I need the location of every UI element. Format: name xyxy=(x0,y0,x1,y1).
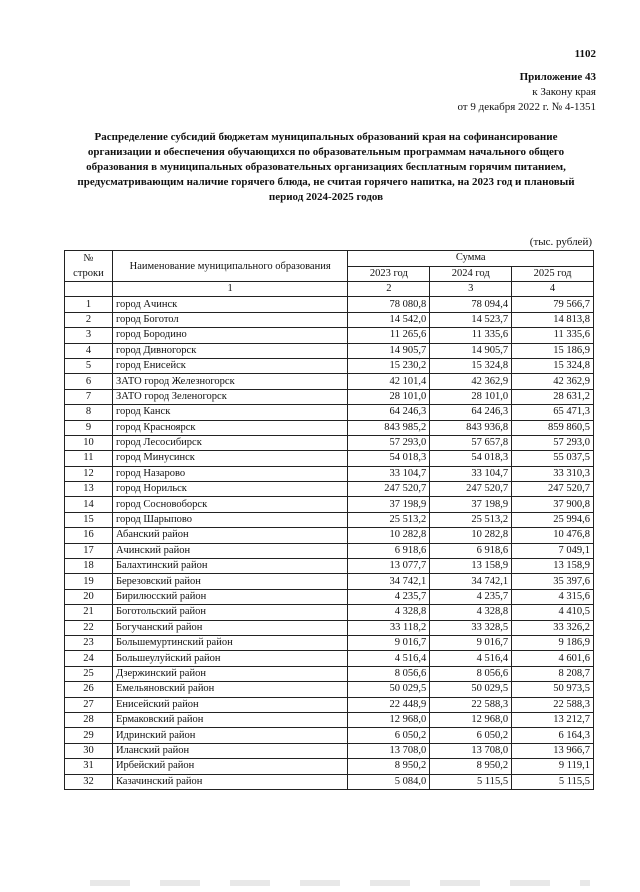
table-row xyxy=(65,466,594,481)
municipality-cell: город Шарыпово xyxy=(112,512,347,527)
row-number-cell: 27 xyxy=(65,697,113,712)
amount-2023-cell: 8 056,6 xyxy=(348,666,430,681)
amount-2025-cell: 9 119,1 xyxy=(512,759,594,774)
table-row xyxy=(65,374,594,389)
row-number-cell: 24 xyxy=(65,651,113,666)
amount-2024-cell: 247 520,7 xyxy=(430,482,512,497)
table-row xyxy=(65,420,594,435)
header-year-2024: 2024 год xyxy=(430,266,512,282)
municipality-cell: Иланский район xyxy=(112,743,347,758)
amount-2025-cell: 7 049,1 xyxy=(512,543,594,558)
appendix-law-date: от 9 декабря 2022 г. № 4-1351 xyxy=(457,101,596,113)
table-row xyxy=(65,297,594,312)
amount-2025-cell: 33 310,3 xyxy=(512,466,594,481)
amount-2025-cell: 15 324,8 xyxy=(512,358,594,373)
row-number-cell: 3 xyxy=(65,328,113,343)
municipality-cell: Ирбейский район xyxy=(112,759,347,774)
amount-2024-cell: 11 335,6 xyxy=(430,328,512,343)
amount-2023-cell: 15 230,2 xyxy=(348,358,430,373)
table-row xyxy=(65,312,594,327)
amount-2023-cell: 78 080,8 xyxy=(348,297,430,312)
column-number: 1 xyxy=(112,282,347,297)
table-row xyxy=(65,666,594,681)
amount-2025-cell: 14 813,8 xyxy=(512,312,594,327)
municipality-cell: ЗАТО город Железногорск xyxy=(112,374,347,389)
municipality-cell: город Назарово xyxy=(112,466,347,481)
municipality-cell: Большемуртинский район xyxy=(112,635,347,650)
appendix-block xyxy=(336,70,596,115)
amount-2025-cell: 22 588,3 xyxy=(512,697,594,712)
amount-2025-cell: 28 631,2 xyxy=(512,389,594,404)
amount-2023-cell: 22 448,9 xyxy=(348,697,430,712)
row-number-cell: 25 xyxy=(65,666,113,681)
amount-2024-cell: 6 918,6 xyxy=(430,543,512,558)
municipality-cell: Балахтинский район xyxy=(112,559,347,574)
column-number: 4 xyxy=(512,282,594,297)
table-body xyxy=(65,297,594,790)
amount-2023-cell: 4 235,7 xyxy=(348,589,430,604)
amount-2024-cell: 10 282,8 xyxy=(430,528,512,543)
table-row xyxy=(65,451,594,466)
amount-2023-cell: 14 905,7 xyxy=(348,343,430,358)
amount-2024-cell: 13 158,9 xyxy=(430,559,512,574)
table-row xyxy=(65,620,594,635)
row-number-cell: 8 xyxy=(65,405,113,420)
municipality-cell: Ермаковский район xyxy=(112,712,347,727)
amount-2024-cell: 37 198,9 xyxy=(430,497,512,512)
header-sum: Сумма xyxy=(348,251,594,267)
amount-2025-cell: 859 860,5 xyxy=(512,420,594,435)
amount-2025-cell: 5 115,5 xyxy=(512,774,594,789)
appendix-title: Приложение 43 xyxy=(519,71,596,83)
amount-2024-cell: 14 905,7 xyxy=(430,343,512,358)
table-row xyxy=(65,759,594,774)
amount-2023-cell: 4 516,4 xyxy=(348,651,430,666)
amount-2025-cell: 11 335,6 xyxy=(512,328,594,343)
amount-2025-cell: 4 601,6 xyxy=(512,651,594,666)
amount-2025-cell: 79 566,7 xyxy=(512,297,594,312)
amount-2025-cell: 13 212,7 xyxy=(512,712,594,727)
amount-2023-cell: 54 018,3 xyxy=(348,451,430,466)
row-number-cell: 28 xyxy=(65,712,113,727)
amount-2024-cell: 12 968,0 xyxy=(430,712,512,727)
municipality-cell: ЗАТО город Зеленогорск xyxy=(112,389,347,404)
row-number-cell: 16 xyxy=(65,528,113,543)
amount-2025-cell: 35 397,6 xyxy=(512,574,594,589)
amount-2024-cell: 5 115,5 xyxy=(430,774,512,789)
amount-2024-cell: 42 362,9 xyxy=(430,374,512,389)
header-year-2025: 2025 год xyxy=(512,266,594,282)
row-number-cell: 21 xyxy=(65,605,113,620)
amount-2025-cell: 4 315,6 xyxy=(512,589,594,604)
amount-2023-cell: 25 513,2 xyxy=(348,512,430,527)
amount-2023-cell: 33 104,7 xyxy=(348,466,430,481)
row-number-cell: 19 xyxy=(65,574,113,589)
amount-2025-cell: 37 900,8 xyxy=(512,497,594,512)
municipality-cell: Богучанский район xyxy=(112,620,347,635)
amount-2024-cell: 6 050,2 xyxy=(430,728,512,743)
table-row xyxy=(65,574,594,589)
row-number-cell: 29 xyxy=(65,728,113,743)
row-number-cell: 20 xyxy=(65,589,113,604)
amount-2025-cell: 13 966,7 xyxy=(512,743,594,758)
row-number-cell: 17 xyxy=(65,543,113,558)
table-row xyxy=(65,512,594,527)
amount-2023-cell: 8 950,2 xyxy=(348,759,430,774)
table-row xyxy=(65,682,594,697)
municipality-cell: Абанский район xyxy=(112,528,347,543)
row-number-cell: 9 xyxy=(65,420,113,435)
amount-2024-cell: 25 513,2 xyxy=(430,512,512,527)
table-row xyxy=(65,743,594,758)
row-number-cell: 11 xyxy=(65,451,113,466)
amount-2023-cell: 50 029,5 xyxy=(348,682,430,697)
amount-2023-cell: 34 742,1 xyxy=(348,574,430,589)
municipality-cell: Большеулуйский район xyxy=(112,651,347,666)
amount-2023-cell: 37 198,9 xyxy=(348,497,430,512)
column-number: 3 xyxy=(430,282,512,297)
amount-2024-cell: 9 016,7 xyxy=(430,635,512,650)
table-row xyxy=(65,482,594,497)
amount-2025-cell: 15 186,9 xyxy=(512,343,594,358)
row-number-cell: 13 xyxy=(65,482,113,497)
amount-2024-cell: 4 328,8 xyxy=(430,605,512,620)
municipality-cell: Казачинский район xyxy=(112,774,347,789)
amount-2023-cell: 6 918,6 xyxy=(348,543,430,558)
amount-2024-cell: 14 523,7 xyxy=(430,312,512,327)
document-title: Распределение субсидий бюджетам муниципальных образований края на софинансирование организации и обеспечения обучающихся по образовательным программам начального общего образования в муниципальных образовательных организациях бесплатным горячим питанием, предусматривающим наличие горячего блюда, не считая горячего напитка, на 2023 год и плановый период 2024-2025 годов xyxy=(77,131,575,203)
amount-2025-cell: 6 164,3 xyxy=(512,728,594,743)
amount-2024-cell: 15 324,8 xyxy=(430,358,512,373)
row-number-cell: 26 xyxy=(65,682,113,697)
municipality-cell: Бирилюсский район xyxy=(112,589,347,604)
amount-2023-cell: 4 328,8 xyxy=(348,605,430,620)
row-number-cell: 12 xyxy=(65,466,113,481)
amount-2023-cell: 13 708,0 xyxy=(348,743,430,758)
amount-2024-cell: 4 516,4 xyxy=(430,651,512,666)
subsidies-table xyxy=(64,250,594,790)
table-row xyxy=(65,543,594,558)
row-number-cell: 14 xyxy=(65,497,113,512)
municipality-cell: Боготольский район xyxy=(112,605,347,620)
header-year-2023: 2023 год xyxy=(348,266,430,282)
table-row xyxy=(65,589,594,604)
municipality-cell: город Норильск xyxy=(112,482,347,497)
amount-2024-cell: 50 029,5 xyxy=(430,682,512,697)
municipality-cell: город Бородино xyxy=(112,328,347,343)
table-row xyxy=(65,528,594,543)
municipality-cell: Дзержинский район xyxy=(112,666,347,681)
amount-2023-cell: 10 282,8 xyxy=(348,528,430,543)
row-number-cell: 18 xyxy=(65,559,113,574)
table-row xyxy=(65,712,594,727)
municipality-cell: город Канск xyxy=(112,405,347,420)
row-number-cell: 15 xyxy=(65,512,113,527)
amount-2023-cell: 42 101,4 xyxy=(348,374,430,389)
table-row xyxy=(65,697,594,712)
row-number-cell: 23 xyxy=(65,635,113,650)
amount-2024-cell: 54 018,3 xyxy=(430,451,512,466)
row-number-cell: 10 xyxy=(65,435,113,450)
header-municipality: Наименование муниципального образования xyxy=(112,251,347,282)
amount-2023-cell: 64 246,3 xyxy=(348,405,430,420)
table-row xyxy=(65,728,594,743)
municipality-cell: город Сосновоборск xyxy=(112,497,347,512)
page-number: 1102 xyxy=(574,48,596,60)
municipality-cell: Идринский район xyxy=(112,728,347,743)
amount-2025-cell: 25 994,6 xyxy=(512,512,594,527)
amount-2023-cell: 9 016,7 xyxy=(348,635,430,650)
table-row xyxy=(65,358,594,373)
amount-2025-cell: 13 158,9 xyxy=(512,559,594,574)
table-row xyxy=(65,405,594,420)
appendix-law-reference: к Закону края xyxy=(532,86,596,98)
amount-2025-cell: 8 208,7 xyxy=(512,666,594,681)
municipality-cell: город Дивногорск xyxy=(112,343,347,358)
amount-2024-cell: 33 104,7 xyxy=(430,466,512,481)
municipality-cell: город Енисейск xyxy=(112,358,347,373)
row-number-cell: 7 xyxy=(65,389,113,404)
municipality-cell: город Боготол xyxy=(112,312,347,327)
amount-2023-cell: 28 101,0 xyxy=(348,389,430,404)
amount-2024-cell: 33 328,5 xyxy=(430,620,512,635)
table-row xyxy=(65,328,594,343)
row-number-cell: 2 xyxy=(65,312,113,327)
amount-2024-cell: 843 936,8 xyxy=(430,420,512,435)
table-row xyxy=(65,559,594,574)
amount-2023-cell: 33 118,2 xyxy=(348,620,430,635)
table-row xyxy=(65,343,594,358)
row-number-cell: 30 xyxy=(65,743,113,758)
amount-2025-cell: 9 186,9 xyxy=(512,635,594,650)
units-label: (тыс. рублей) xyxy=(529,236,592,248)
amount-2024-cell: 28 101,0 xyxy=(430,389,512,404)
row-number-cell: 32 xyxy=(65,774,113,789)
amount-2025-cell: 55 037,5 xyxy=(512,451,594,466)
column-number: 2 xyxy=(348,282,430,297)
scan-artifact xyxy=(90,880,590,886)
amount-2025-cell: 50 973,5 xyxy=(512,682,594,697)
amount-2024-cell: 34 742,1 xyxy=(430,574,512,589)
amount-2025-cell: 10 476,8 xyxy=(512,528,594,543)
amount-2023-cell: 57 293,0 xyxy=(348,435,430,450)
row-number-cell: 22 xyxy=(65,620,113,635)
municipality-cell: город Красноярск xyxy=(112,420,347,435)
amount-2024-cell: 8 056,6 xyxy=(430,666,512,681)
amount-2023-cell: 6 050,2 xyxy=(348,728,430,743)
row-number-cell: 4 xyxy=(65,343,113,358)
amount-2023-cell: 843 985,2 xyxy=(348,420,430,435)
table-row xyxy=(65,389,594,404)
amount-2023-cell: 247 520,7 xyxy=(348,482,430,497)
amount-2025-cell: 247 520,7 xyxy=(512,482,594,497)
amount-2024-cell: 4 235,7 xyxy=(430,589,512,604)
table-row xyxy=(65,605,594,620)
header-row-number: № строки xyxy=(65,251,113,282)
amount-2024-cell: 78 094,4 xyxy=(430,297,512,312)
table-row xyxy=(65,497,594,512)
amount-2023-cell: 14 542,0 xyxy=(348,312,430,327)
amount-2024-cell: 8 950,2 xyxy=(430,759,512,774)
column-number-blank xyxy=(65,282,113,297)
amount-2024-cell: 13 708,0 xyxy=(430,743,512,758)
amount-2025-cell: 33 326,2 xyxy=(512,620,594,635)
municipality-cell: город Лесосибирск xyxy=(112,435,347,450)
table-row xyxy=(65,435,594,450)
municipality-cell: Емельяновский район xyxy=(112,682,347,697)
municipality-cell: город Минусинск xyxy=(112,451,347,466)
table-row xyxy=(65,774,594,789)
municipality-cell: город Ачинск xyxy=(112,297,347,312)
amount-2023-cell: 5 084,0 xyxy=(348,774,430,789)
municipality-cell: Ачинский район xyxy=(112,543,347,558)
amount-2025-cell: 65 471,3 xyxy=(512,405,594,420)
amount-2024-cell: 64 246,3 xyxy=(430,405,512,420)
amount-2025-cell: 4 410,5 xyxy=(512,605,594,620)
amount-2025-cell: 42 362,9 xyxy=(512,374,594,389)
row-number-cell: 1 xyxy=(65,297,113,312)
row-number-cell: 5 xyxy=(65,358,113,373)
table-row xyxy=(65,635,594,650)
table-row xyxy=(65,651,594,666)
amount-2025-cell: 57 293,0 xyxy=(512,435,594,450)
amount-2024-cell: 22 588,3 xyxy=(430,697,512,712)
municipality-cell: Енисейский район xyxy=(112,697,347,712)
amount-2023-cell: 12 968,0 xyxy=(348,712,430,727)
row-number-cell: 31 xyxy=(65,759,113,774)
amount-2023-cell: 13 077,7 xyxy=(348,559,430,574)
amount-2023-cell: 11 265,6 xyxy=(348,328,430,343)
municipality-cell: Березовский район xyxy=(112,574,347,589)
amount-2024-cell: 57 657,8 xyxy=(430,435,512,450)
row-number-cell: 6 xyxy=(65,374,113,389)
